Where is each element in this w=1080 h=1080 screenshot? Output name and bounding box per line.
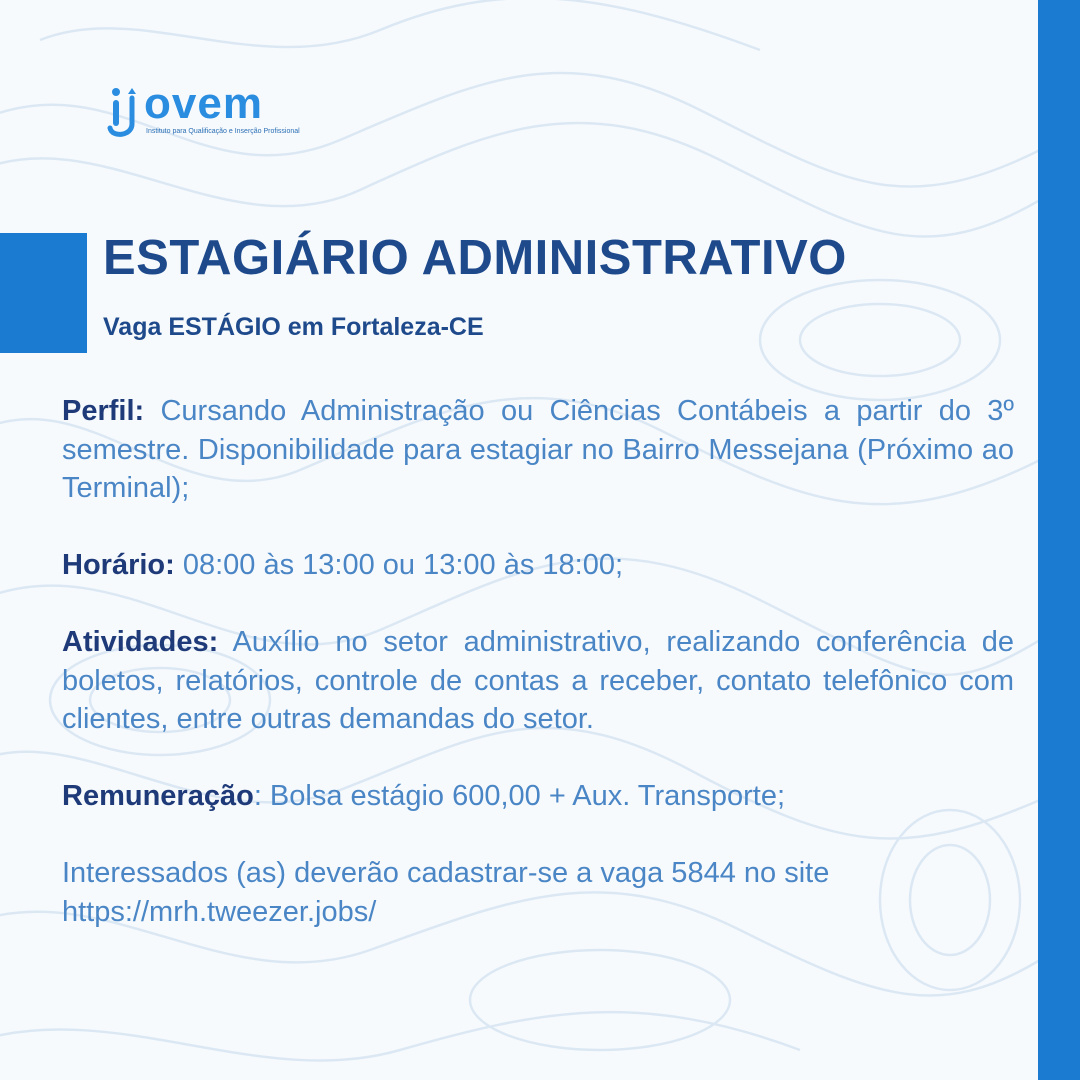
contato-section xyxy=(62,854,1014,931)
remuneracao-section xyxy=(62,777,1014,816)
ijovem-logo-mark-icon xyxy=(106,84,146,142)
perfil-section xyxy=(62,392,1014,508)
job-title: ESTAGIÁRIO ADMINISTRATIVO xyxy=(103,231,847,285)
job-subtitle: Vaga ESTÁGIO em Fortaleza-CE xyxy=(103,313,484,341)
title-accent-block xyxy=(0,233,87,353)
horario-text: 08:00 às 13:00 ou 13:00 às 18:00; xyxy=(174,549,624,581)
horario-label: Horário: xyxy=(62,549,175,581)
remuneracao-text: : Bolsa estágio 600,00 + Aux. Transporte; xyxy=(253,780,786,812)
horario-section xyxy=(62,546,1014,585)
perfil-text: Cursando Administração ou Ciências Contábeis a partir do 3º semestre. Disponibilidade para estagiar no Bairro Messejana (Próximo ao Terminal); xyxy=(62,395,1014,504)
atividades-label: Atividades: xyxy=(62,626,219,658)
logo-wordmark: ovem xyxy=(144,79,263,128)
contato-text: Interessados (as) deverão cadastrar-se a vaga 5844 no site https://mrh.tweezer.jobs/ xyxy=(62,857,830,928)
ijovem-logo xyxy=(106,80,346,148)
perfil-label: Perfil: xyxy=(62,395,145,427)
job-details xyxy=(62,392,1014,970)
atividades-section xyxy=(62,623,1014,739)
logo-tagline: Instituto para Qualificação e Inserção Profissional xyxy=(146,128,300,135)
remuneracao-label: Remuneração xyxy=(62,780,254,812)
right-accent-bar xyxy=(1038,0,1080,1080)
atividades-text: Auxílio no setor administrativo, realizando conferência de boletos, relatórios, controle de contas a receber, contato telefônico com clientes, entre outras demandas do setor. xyxy=(62,626,1014,735)
